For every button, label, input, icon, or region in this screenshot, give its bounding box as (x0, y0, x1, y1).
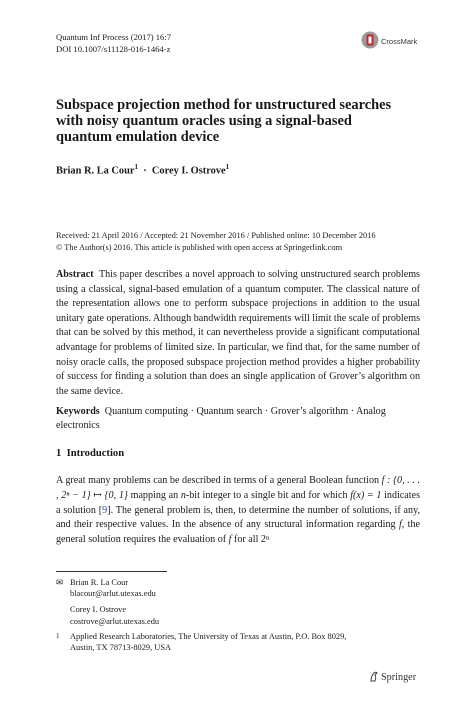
publication-dates (56, 230, 376, 253)
doi[interactable]: DOI 10.1007/s11128-016-1464-z (56, 44, 171, 54)
footnote-rule (56, 571, 167, 572)
affiliation-number: 1 (56, 632, 60, 640)
author-affiliation-mark: 1 (134, 163, 139, 171)
intro-text: mapping an (127, 489, 181, 501)
springer-horse-icon (369, 671, 378, 682)
springer-logo (369, 671, 416, 683)
math-f: f (228, 534, 232, 546)
crossmark-icon (361, 30, 379, 50)
contact-name: Brian R. La Cour (70, 578, 129, 587)
intro-paragraph (56, 474, 420, 548)
abstract-text: This paper describes a novel approach to solving unstructured search problems using a classical, signal-based emulation of a quantum computer. The classical nature of the representation allows one to perform subspace projections in addition to the usual unitary gate operations. Although bandwidth requirements will limit the scale of problems that can be solved by this method, it can nevertheless provide a significant computational advantage for problems of limited size. In particular, we find that, for the same number of noisy oracle calls, the proposed subspace projection method provides a higher probability of success for finding a solution than does an single application of Grover’s algorithm on the same device. (56, 269, 420, 397)
author-name[interactable]: Brian R. La Cour (56, 165, 135, 177)
keywords (56, 405, 420, 434)
contact-email[interactable]: blacour@arlut.utexas.edu (70, 589, 156, 599)
copyright-line: © The Author(s) 2016. This article is published with open access at Springerlink.com (56, 242, 343, 252)
affiliation (56, 631, 346, 653)
keywords-text: Quantum computing · Quantum search · Grover’s algorithm · Analog electronics (56, 406, 386, 432)
keywords-heading: Keywords (56, 406, 100, 417)
contact-email[interactable]: costrove@arlut.utexas.edu (70, 616, 160, 626)
math-solution: f(x) = 1 (350, 489, 382, 501)
author-name[interactable]: Corey I. Ostrove (151, 165, 226, 177)
math-function-map: f : {0, . . . , 2ⁿ − 1} ↦ {0, 1} (56, 475, 420, 501)
affiliation-line: Austin, TX 78713-8029, USA (70, 643, 172, 653)
paper-title (56, 97, 416, 145)
envelope-icon: ✉ (56, 578, 64, 587)
math-f: f (398, 519, 402, 531)
intro-text: -bit integer to a single bit and for which (185, 489, 351, 501)
abstract (56, 268, 420, 399)
journal-header (56, 31, 171, 55)
abstract-heading: Abstract (56, 269, 94, 280)
section-title: Introduction (66, 448, 125, 459)
title-line: with noisy quantum oracles using a signal-based (56, 113, 352, 129)
crossmark-badge[interactable] (361, 30, 431, 54)
title-line: Subspace projection method for unstructured searches (56, 97, 392, 113)
corresponding-contact (56, 577, 159, 627)
author-list (56, 163, 229, 176)
received-line: Received: 21 April 2016 / Accepted: 21 November 2016 / Published online: 10 December 2016 (56, 231, 376, 240)
intro-text: , the general solution requires the evaluation of (56, 519, 420, 546)
intro-text: for all 2ⁿ (231, 534, 270, 546)
affiliation-line: Applied Research Laboratories, The University of Texas at Austin, P.O. Box 8029, (70, 632, 347, 641)
math-n: n (180, 489, 186, 501)
contact-name: Corey I. Ostrove (70, 605, 127, 615)
crossmark-label: CrossMark (381, 37, 418, 46)
citation-link[interactable]: 9 (102, 504, 108, 516)
journal-citation: Quantum Inf Process (2017) 16:7 (56, 32, 172, 42)
author-separator: · (143, 165, 147, 177)
intro-text: ]. The general problem is, then, to determine the number of solutions, if any, and their respective values. In the absence of any structural information regarding (56, 504, 421, 531)
publisher-name: Springer (381, 672, 417, 683)
intro-text: A great many problems can be described in terms of a general Boolean function (56, 475, 382, 486)
section-heading (56, 448, 124, 459)
title-line: quantum emulation device (56, 129, 220, 145)
section-number: 1 (56, 448, 62, 459)
author-affiliation-mark: 1 (225, 163, 230, 171)
intro-text: indicates a solution [ (56, 489, 420, 516)
